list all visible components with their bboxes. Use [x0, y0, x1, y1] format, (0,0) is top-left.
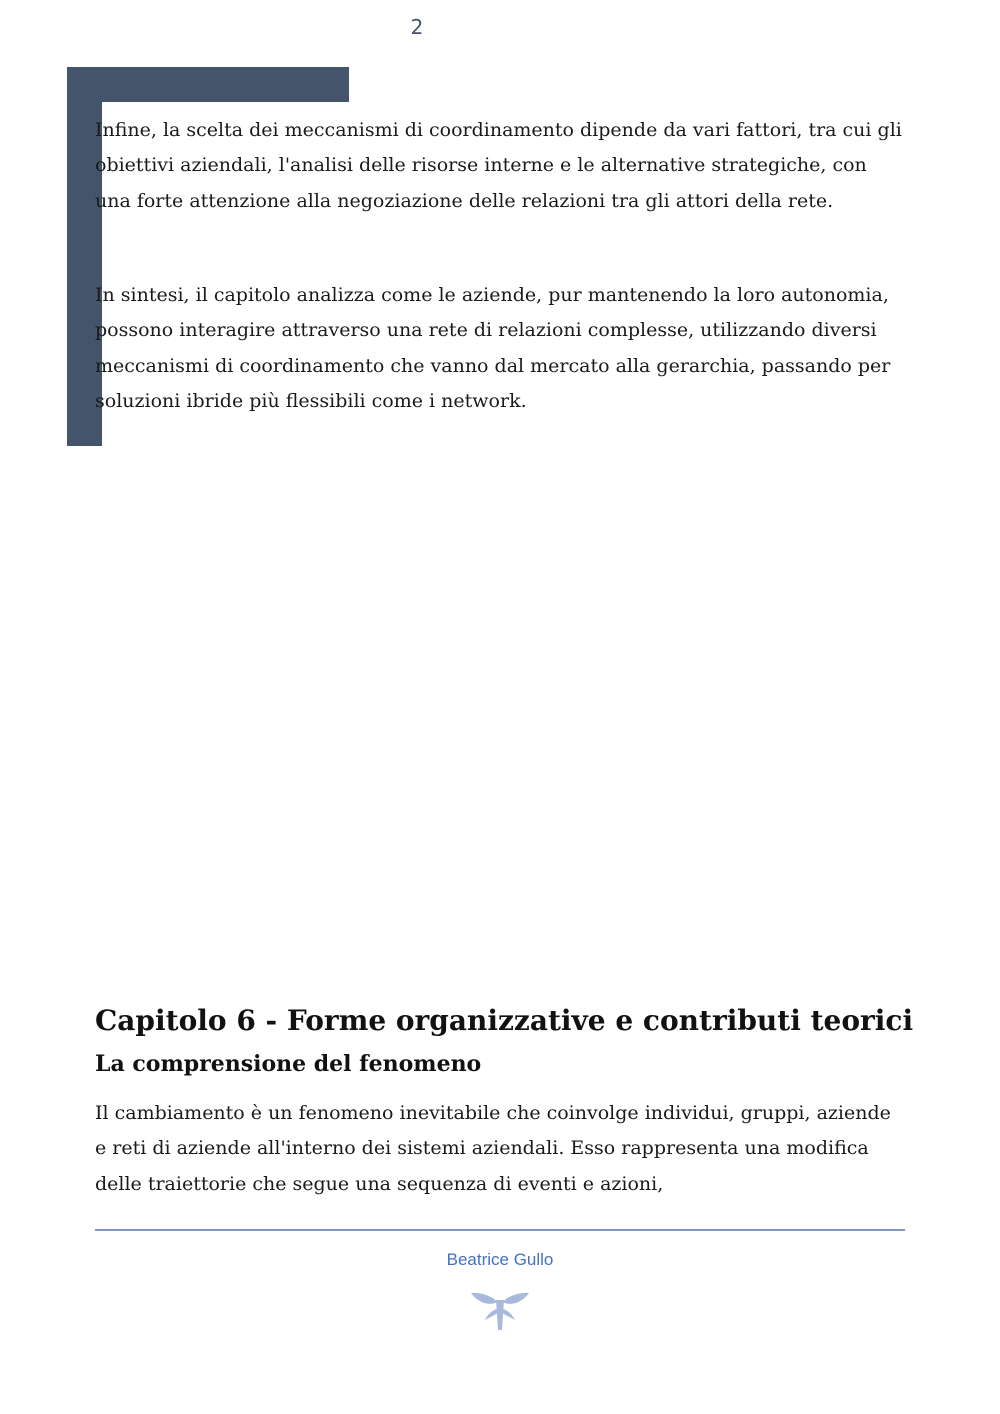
page-number: 2 [410, 15, 424, 39]
footer-author: Beatrice Gullo [446, 1250, 554, 1269]
body-paragraph: In sintesi, il capitolo analizza come le aziende, pur mantenendo la loro autonomia, possono interagire attraverso una rete di relazioni complesse, utilizzando diversi meccanismi di coordinamento che vanno dal mercato alla gerarchia, passando per soluzioni ibride più flessibili come i network. [95, 284, 891, 412]
body-paragraph: Il cambiamento è un fenomeno inevitabile che coinvolge individui, gruppi, aziende e reti di aziende all'interno dei sistemi aziendali. Esso rappresenta una modifica delle traiettorie che segue una sequenza di eventi e azioni, [95, 1102, 891, 1195]
body-paragraph: Infine, la scelta dei meccanismi di coordinamento dipende da vari fattori, tra cui gli obiettivi aziendali, l'analisi delle risorse interne e le alternative strategiche, con una forte attenzione alla negoziazione delle relazioni tra gli attori della rete. [95, 119, 902, 212]
chapter-title: Capitolo 6 - Forme organizzative e contributi teorici [95, 1004, 914, 1037]
section-title: La comprensione del fenomeno [95, 1051, 482, 1077]
leaf-ornament-icon [469, 1290, 531, 1332]
footer-divider [95, 1229, 905, 1231]
decorative-bracket-top [67, 67, 349, 102]
